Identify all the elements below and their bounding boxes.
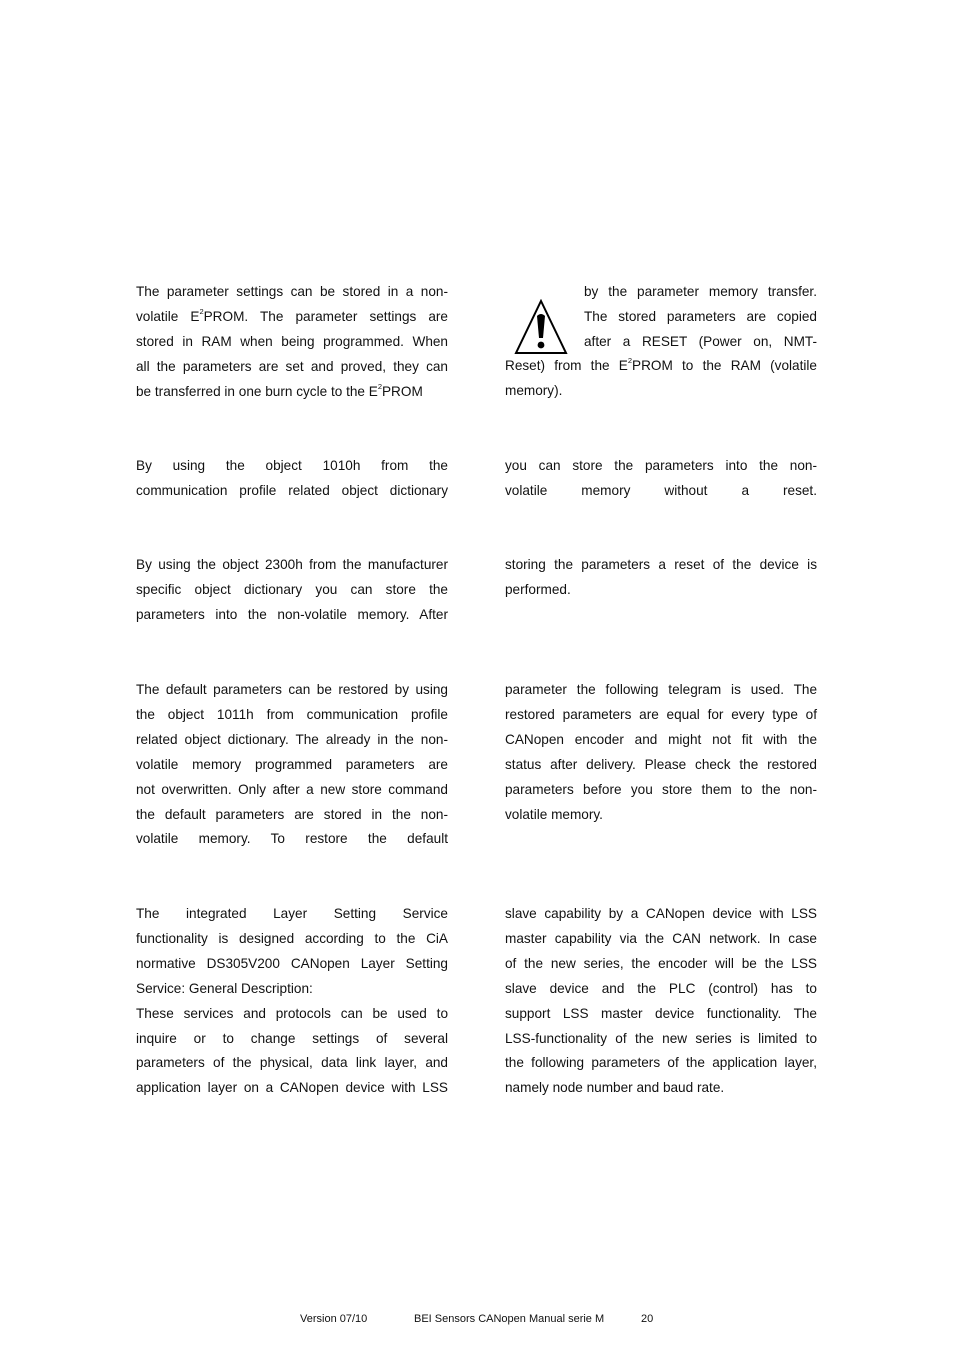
text-line [136,305,448,330]
lss-paragraph-right [505,902,817,1101]
text-line: The integrated Layer Setting Service [136,906,448,921]
text-line: the object 1011h from communication profile [136,706,448,722]
text-line: after a RESET (Power on, NMT- [584,333,817,349]
text-line: volatile memory. To restore the default [136,831,448,847]
restore-paragraph-left [136,678,448,852]
text-line: volatile memory without a reset. [505,482,817,498]
text-fragment: Reset) from the E [505,358,628,373]
text-line [136,380,448,405]
obj2300-paragraph-right [505,553,817,603]
text-line [505,354,817,379]
text-line: master capability via the CAN network. In case [505,930,817,946]
text-line: the following parameters of the application layer, [505,1055,817,1071]
text-line: Service: General Description: [136,980,313,996]
text-line: normative DS305V200 CANopen Layer Setting [136,955,448,971]
restore-paragraph-right [505,678,817,827]
text-line: slave device and the PLC (control) has to [505,980,817,996]
warning-triangle-icon [514,299,568,355]
text-line: storing the parameters a reset of the device is [505,557,817,572]
footer-page-number: 20 [641,1313,654,1325]
text-line: memory). [505,382,563,398]
text-line: the default parameters are stored in the non- [136,806,448,822]
text-fragment: volatile E [136,308,200,324]
text-line: parameters of the physical, data link layer, and [136,1055,448,1071]
text-line: inquire or to change settings of several [136,1030,448,1046]
text-fragment: be transferred in one burn cycle to the E [136,383,378,399]
text-line: restored parameters are equal for every type of [505,706,817,722]
lss-paragraph-left [136,902,448,1101]
text-line: all the parameters are set and proved, they can [136,358,448,374]
text-line: By using the object 2300h from the manufacturer [136,557,448,572]
e2prom-paragraph-right-top [584,280,817,355]
text-line: The parameter settings can be stored in a non- [136,284,448,299]
text-line: performed. [505,581,571,597]
text-line: volatile memory. [505,806,603,822]
text-line: namely node number and baud rate. [505,1080,725,1096]
obj2300-paragraph-left [136,553,448,628]
text-line: CANopen encoder and might not fit with the [505,731,817,747]
obj1010-paragraph-right [505,454,817,504]
obj1010-paragraph-left [136,454,448,504]
text-line: slave capability by a CANopen device with LSS [505,906,817,921]
text-line: By using the object 1010h from the [136,458,448,473]
text-line: The default parameters can be restored by using [136,682,448,697]
text-line: application layer on a CANopen device with LSS [136,1080,448,1096]
text-line: parameters before you store them to the non- [505,781,817,797]
text-line: volatile memory programmed parameters are [136,756,448,772]
text-line: stored in RAM when being programmed. When [136,333,448,349]
text-fragment: PROM. The parameter settings are [203,308,448,324]
text-line: by the parameter memory transfer. [584,284,817,299]
text-line: you can store the parameters into the non- [505,458,817,473]
text-fragment: PROM [381,383,423,399]
text-line: LSS-functionality of the new series is limited to [505,1030,817,1046]
e2prom-paragraph-left [136,280,448,405]
text-fragment: PROM to the RAM (volatile [632,358,817,373]
text-line: parameter the following telegram is used. The [505,682,817,697]
text-line: of the new series, the encoder will be the LSS [505,955,817,971]
text-line: status after delivery. Please check the restored [505,756,817,772]
superscript: 2 [627,356,633,366]
text-line: The stored parameters are copied [584,308,817,324]
text-line: parameters into the non-volatile memory. After [136,606,448,622]
text-line: related object dictionary. The already in the non- [136,731,448,747]
e2prom-paragraph-right-bottom [505,354,817,404]
text-line: functionality is designed according to the CiA [136,930,448,946]
text-line: communication profile related object dictionary [136,482,448,498]
footer-manual-title: BEI Sensors CANopen Manual serie M [414,1313,605,1325]
superscript: 2 [377,382,382,392]
superscript: 2 [199,307,204,317]
text-line: These services and protocols can be used to [136,1005,448,1021]
footer-version: Version 07/10 [300,1313,368,1325]
text-line: not overwritten. Only after a new store command [136,781,448,797]
text-line: support LSS master device functionality. The [505,1005,817,1021]
text-line: specific object dictionary you can store the [136,581,448,597]
